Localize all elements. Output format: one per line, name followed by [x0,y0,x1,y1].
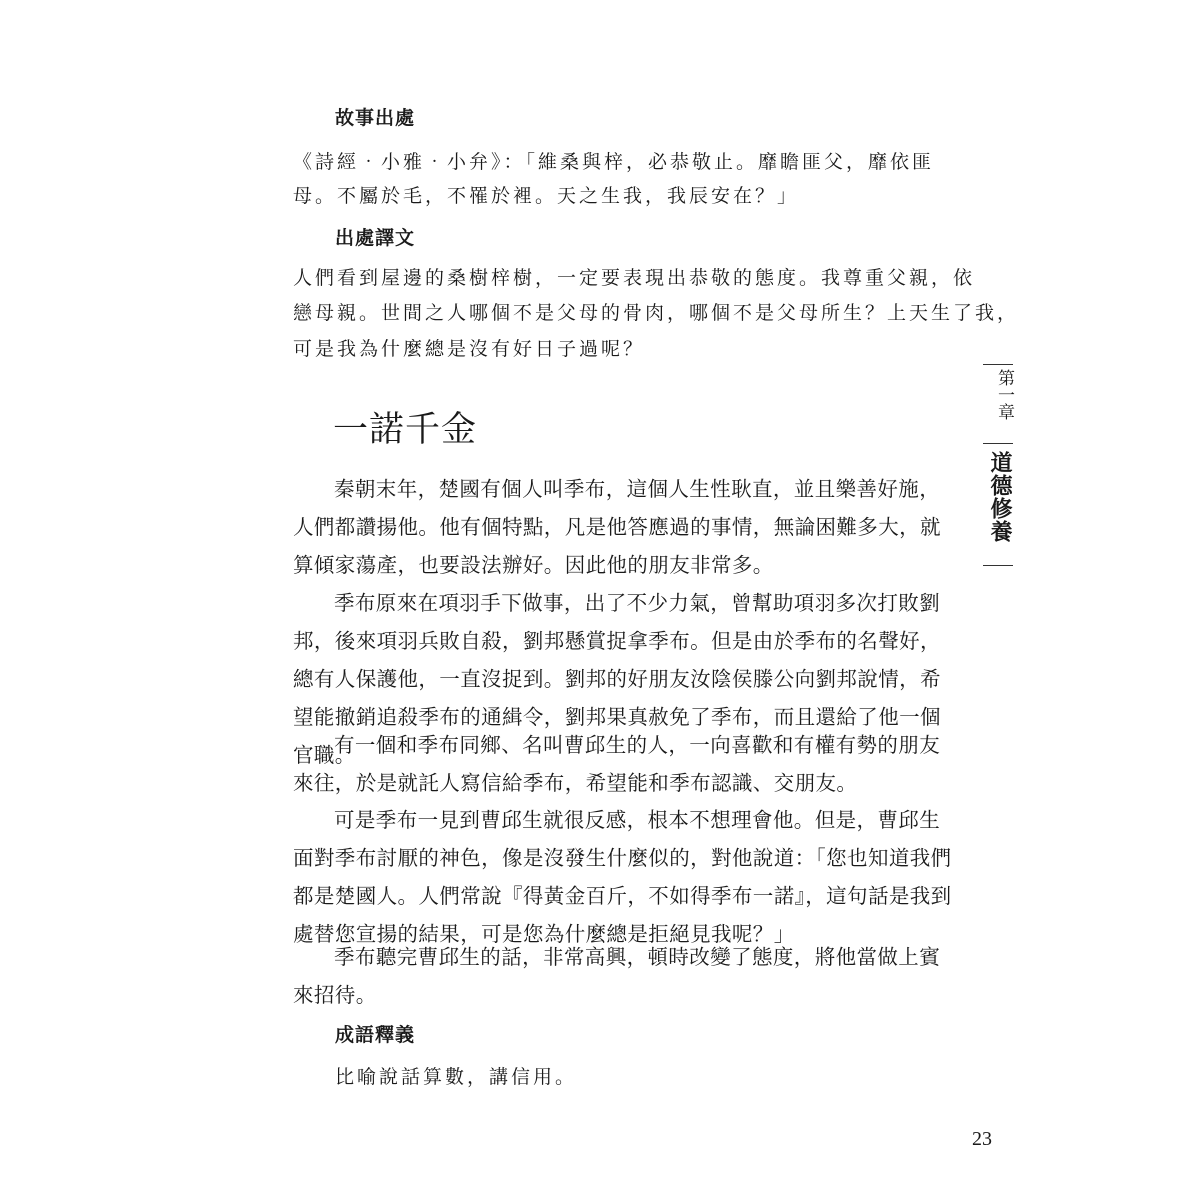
chapter-title: 道德修養 [987,451,1012,543]
source-quote-line-1: 《詩經‧小雅‧小弁》：「維桑與梓，必恭敬止。靡瞻匪父，靡依匪 [293,151,935,173]
page-number: 23 [972,1128,992,1150]
translation-line-2: 戀母親。世間之人哪個不是父母的骨肉，哪個不是父母所生？上天生了我， [293,302,1020,324]
story-paragraph-5: 季布聽完曹邱生的話，非常高興，頓時改變了態度，將他當做上賓來招待。 [293,945,941,1007]
story-paragraph-1: 秦朝末年，楚國有個人叫季布，這個人生性耿直，並且樂善好施，人們都讚揚他。他有個特點，凡是他答應過的事情，無論困難多大，就算傾家蕩產，也要設法辦好。因此他的朋友非常多。 [293,477,941,577]
translation-line-1: 人們看到屋邊的桑樹梓樹，一定要表現出恭敬的態度。我尊重父親，依 [293,267,976,289]
side-tab-bottom-rule [983,565,1013,566]
meaning-text: 比喻說話算數，講信用。 [335,1066,578,1088]
translation-line-3: 可是我為什麼總是沒有好日子過呢？ [293,338,646,360]
story-paragraph-2: 季布原來在項羽手下做事，出了不少力氣，曾幫助項羽多次打敗劉邦，後來項羽兵敗自殺，劉邦懸賞捉拿季布。但是由於季布的名聲好，總有人保護他，一直沒捉到。劉邦的好朋友汝陰侯滕公向劉邦說情，希望能撤銷追殺季布的通緝令，劉邦果真赦免了季布，而且還給了他一個官職。 [293,591,941,767]
source-quote-line-2: 母。不屬於毛，不罹於裡。天之生我，我辰安在？」 [293,185,800,207]
side-tab-middle-rule [983,443,1013,444]
story-paragraph-3: 有一個和季布同鄉、名叫曹邱生的人，一向喜歡和有權有勢的朋友來往，於是就託人寫信給季布，希望能和季布認識、交朋友。 [293,733,941,795]
translation-heading: 出處譯文 [335,227,416,249]
chapter-label: 第一章 [994,369,1014,420]
story-title: 一諾千金 [333,410,478,450]
chapter-side-tab [973,355,1023,575]
story-paragraph-4: 可是季布一見到曹邱生就很反感，根本不想理會他。但是，曹邱生面對季布討厭的神色，像是沒發生什麼似的，對他說道：「您也知道我們都是楚國人。人們常說『得黃金百斤，不如得季布一諾』，這句話是我到處替您宣揚的結果，可是您為什麼總是拒絕見我呢？」 [293,808,952,946]
side-tab-top-rule [983,364,1013,365]
meaning-heading: 成語釋義 [335,1024,416,1046]
source-heading: 故事出處 [335,107,416,129]
